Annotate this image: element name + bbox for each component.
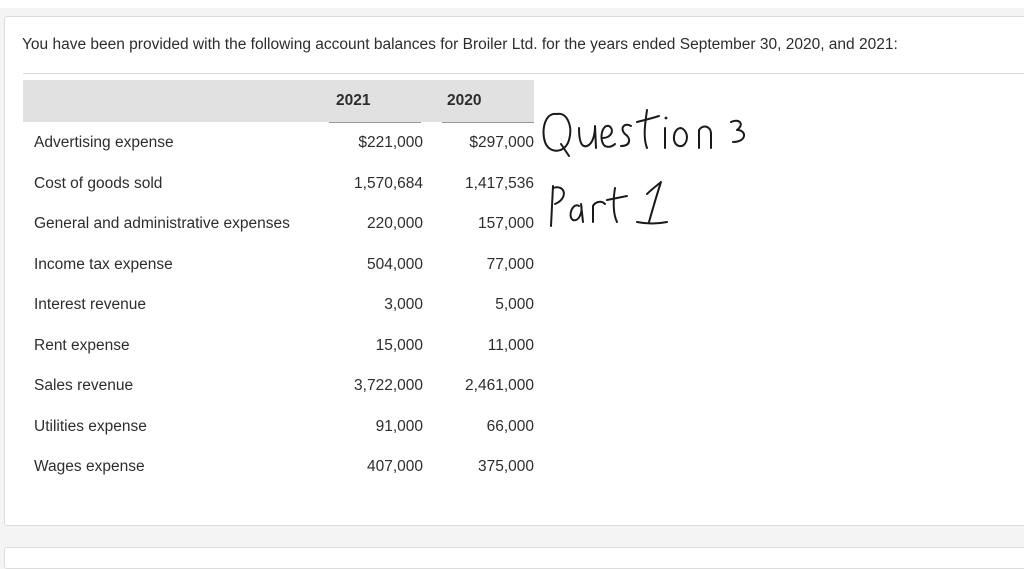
cell-2021: 3,000 — [384, 296, 423, 313]
row-label: General and administrative expenses — [34, 215, 290, 232]
cell-2021: 1,570,684 — [354, 175, 423, 192]
handwritten-line-part-1 — [551, 182, 667, 226]
column-header-2021: 2021 — [336, 92, 371, 109]
intro-divider — [23, 73, 1024, 74]
cell-2021: 15,000 — [375, 337, 423, 354]
handwritten-annotation — [535, 82, 775, 242]
cell-2020: 1,417,536 — [465, 175, 534, 192]
row-label: Sales revenue — [34, 377, 134, 394]
row-label: Utilities expense — [34, 418, 147, 435]
question-intro: You have been provided with the following account balances for Broiler Ltd. for the years ended September 30, 2020, and 2021: — [22, 36, 898, 53]
question-card — [4, 16, 1024, 526]
cell-2020: 66,000 — [486, 418, 534, 435]
row-label: Cost of goods sold — [34, 175, 163, 192]
cell-2020: 5,000 — [495, 296, 534, 313]
handwritten-line-question-3 — [544, 110, 745, 156]
header-underline-2020 — [442, 122, 534, 123]
cell-2020: 2,461,000 — [465, 377, 534, 394]
cell-2021: 504,000 — [366, 256, 423, 273]
cell-2021: 220,000 — [366, 215, 423, 232]
cell-2021: $221,000 — [358, 134, 423, 151]
cell-2021: 91,000 — [375, 418, 423, 435]
cell-2020: $297,000 — [469, 134, 534, 151]
row-label: Interest revenue — [34, 296, 147, 313]
cell-2021: 3,722,000 — [354, 377, 423, 394]
cell-2021: 407,000 — [366, 458, 423, 475]
column-header-2020: 2020 — [447, 92, 482, 109]
next-card — [4, 547, 1024, 569]
row-label: Rent expense — [34, 337, 130, 354]
cell-2020: 375,000 — [477, 458, 534, 475]
cell-2020: 157,000 — [477, 215, 534, 232]
header-underline-2021 — [329, 122, 421, 123]
row-label: Advertising expense — [34, 134, 174, 151]
cell-2020: 11,000 — [487, 337, 534, 354]
cell-2020: 77,000 — [486, 256, 534, 273]
row-label: Wages expense — [34, 458, 145, 475]
top-strip — [0, 0, 1024, 8]
row-label: Income tax expense — [34, 256, 173, 273]
